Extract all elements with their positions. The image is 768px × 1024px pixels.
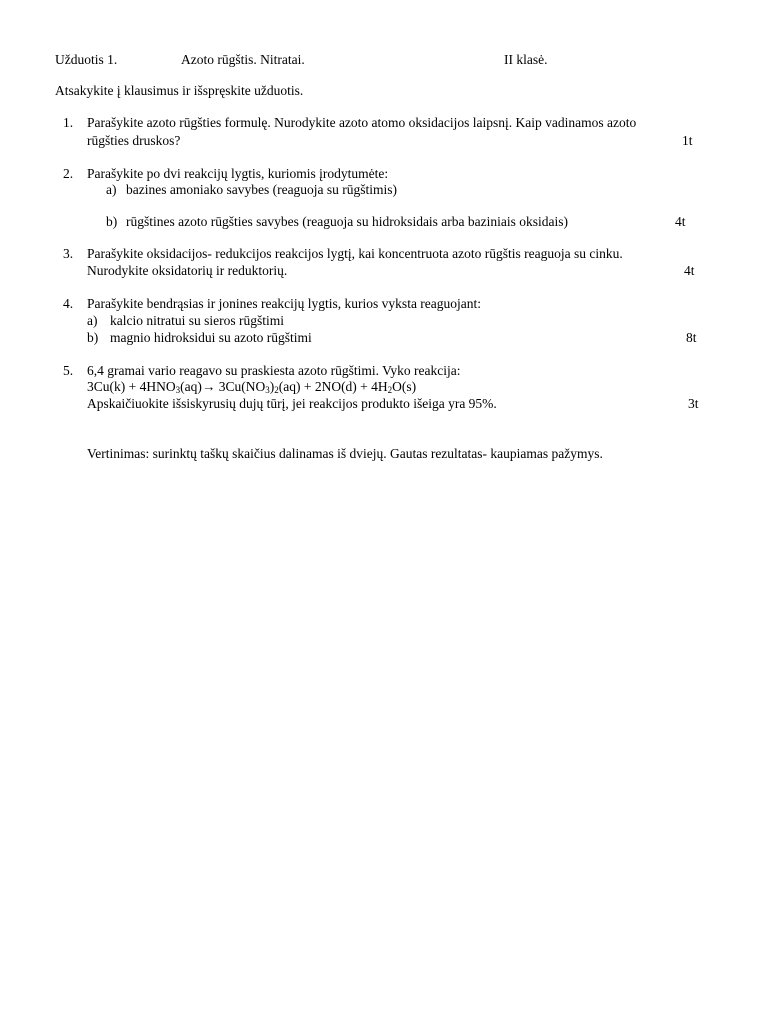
subitem-label-a: a): [106, 182, 117, 197]
subitem-text-a: kalcio nitratui su sieros rūgštimi: [110, 313, 284, 328]
question-number: 4.: [63, 296, 74, 311]
grading-note: Vertinimas: surinktų taškų skaičius dalinamas iš dviejų. Gautas rezultatas- kaupiamas pažymys.: [87, 446, 603, 461]
question-text-cont: rūgšties druskos?: [87, 133, 181, 148]
subitem-label-b: b): [87, 330, 99, 345]
question-points: 8t: [686, 330, 697, 345]
subitem-text-b: rūgštines azoto rūgšties savybes (reaguoja su hidroksidais arba baziniais oksidais): [126, 214, 569, 229]
question-points: 3t: [688, 396, 699, 411]
subitem-label-b: b): [106, 214, 118, 229]
subitem-text-a: bazines amoniako savybes (reaguoja su rūgštimis): [126, 182, 398, 197]
subitem-text-b: magnio hidroksidui su azoto rūgštimi: [110, 330, 312, 345]
question-number: 5.: [63, 363, 74, 378]
question-text: Parašykite po dvi reakcijų lygtis, kuriomis įrodytumėte:: [87, 166, 389, 181]
question-text-cont: Nurodykite oksidatorių ir reduktorių.: [87, 263, 288, 278]
question-points: 4t: [684, 263, 695, 278]
instructions: Atsakykite į klausimus ir išspręskite užduotis.: [55, 83, 304, 98]
question-text: Parašykite bendrąsias ir jonines reakcijų lygtis, kurios vyksta reaguojant:: [87, 296, 482, 311]
question-number: 3.: [63, 246, 74, 261]
subitem-label-a: a): [87, 313, 98, 328]
question-text-cont: Apskaičiuokite išsiskyrusių dujų tūrį, jei reakcijos produkto išeiga yra 95%.: [87, 396, 497, 411]
question-text: Parašykite oksidacijos- redukcijos reakcijos lygtį, kai koncentruota azoto rūgštis reaguoja su cinku.: [87, 246, 623, 261]
grade-label: II klasė.: [504, 52, 548, 67]
question-points: 1t: [682, 133, 693, 148]
task-topic: Azoto rūgštis. Nitratai.: [181, 52, 305, 67]
question-text: 6,4 gramai vario reagavo su praskiesta azoto rūgštimi. Vyko reakcija:: [87, 363, 461, 378]
question-text: Parašykite azoto rūgšties formulę. Nurodykite azoto atomo oksidacijos laipsnį. Kaip vadinamos azoto: [87, 115, 637, 130]
question-points: 4t: [675, 214, 686, 229]
reaction-equation: $3Cu(k) + 4HNO_3(aq)\to 3Cu(NO_3)_2(aq) + 2NO(d) + 4H_2O(s)$: [87, 379, 417, 395]
task-number: Užduotis 1.: [55, 52, 118, 67]
question-number: 2.: [63, 166, 74, 181]
question-number: 1.: [63, 115, 74, 130]
